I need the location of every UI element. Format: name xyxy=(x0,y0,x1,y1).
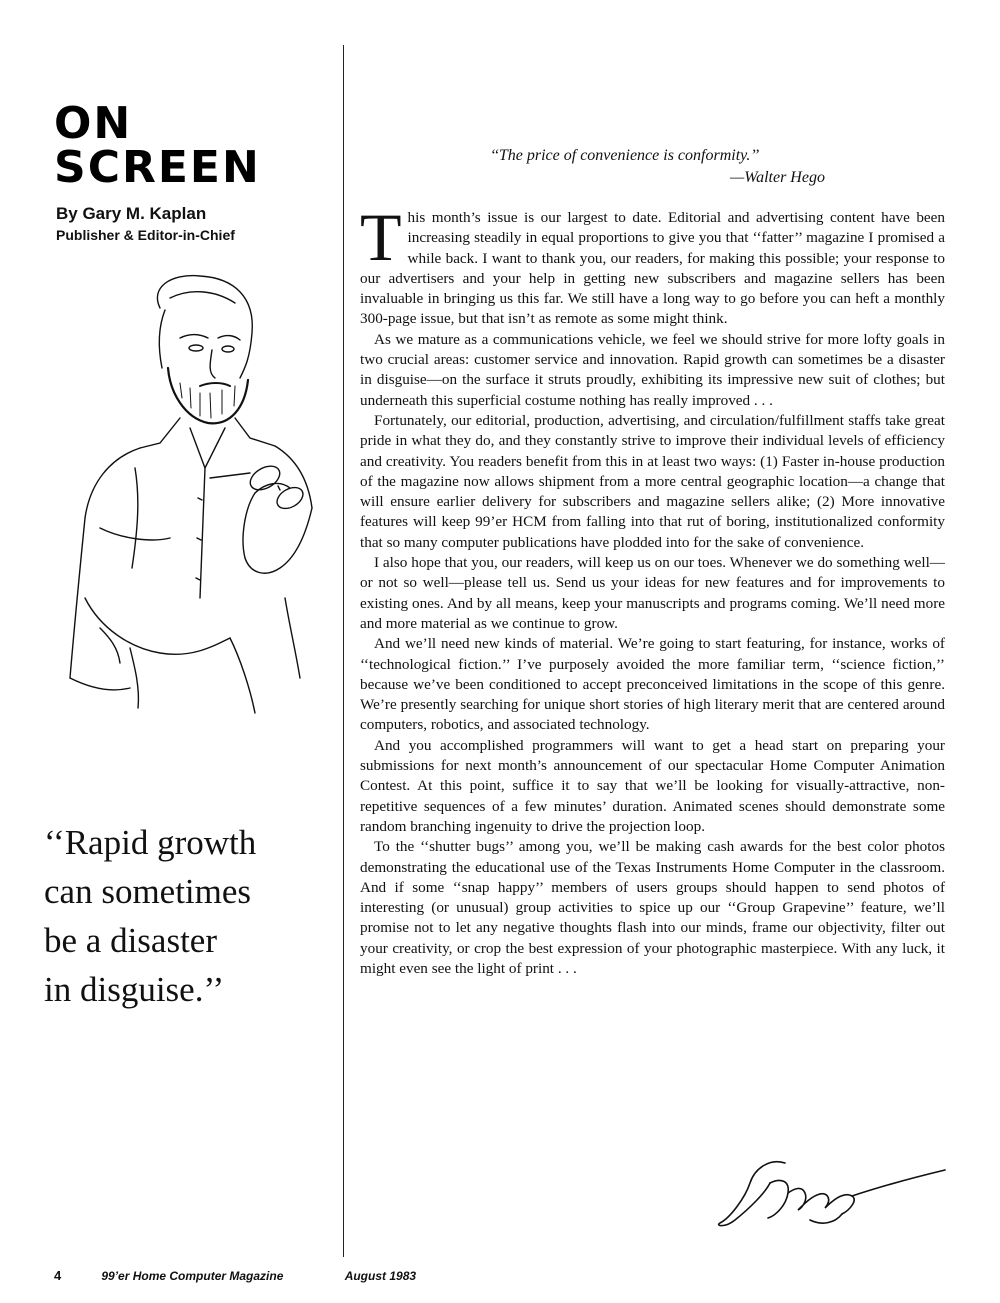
article-paragraph: Fortunately, our editorial, production, advertising, and circulation/fulfillment staffs take great pride in what they do, and they constantly strive to improve their individual levels of efficiency and creativity. You readers benefit from this in at least two ways: (1) Faster in-house production of the magazine now allows shipment from a more central geographic location—a change that will ensure earlier delivery for subscribers and magazine sellers alike; (2) More innovative features will keep 99’er HCM from falling into that rut of boring, institutionalized conformity that so many computer publications have plodded into for the sake of convenience. xyxy=(360,411,945,551)
article-paragraph: And you accomplished programmers will want to get a head start on preparing your submissions for next month’s announcement of our spectacular Home Computer Animation Contest. At this point, suffice it to say that we’ll be looking for visually-attractive, non-repetitive sequences of a few minutes’ duration. Animated scenes should demonstrate some random branching ingenuity to drive the projection loop. xyxy=(360,736,945,835)
article-paragraph xyxy=(360,199,945,330)
left-column xyxy=(0,0,340,1303)
title-line-2: SCREEN xyxy=(54,142,261,193)
title-line-1: ON xyxy=(54,98,133,149)
editor-portrait-sketch xyxy=(40,268,325,718)
handwritten-signature xyxy=(710,1148,950,1238)
drop-cap: T xyxy=(360,199,402,275)
author-role: Publisher & Editor-in-Chief xyxy=(56,227,235,243)
magazine-name: 99’er Home Computer Magazine xyxy=(101,1269,284,1283)
issue-date: August 1983 xyxy=(344,1269,417,1283)
article-paragraph: I also hope that you, our readers, will keep us on our toes. Whenever we do something well—or not so well—please tell us. Send us your ideas for new features and for improvements to existing ones. And by all means, keep your manuscripts and programs coming. We’ll need more and more material as we continue to grow. xyxy=(360,554,945,632)
pull-quote-line: ‘‘Rapid growth xyxy=(44,823,257,862)
epigraph xyxy=(360,145,960,189)
epigraph-quote: ‘‘The price of convenience is conformity.’’ xyxy=(490,147,760,164)
pull-quote-line: in disguise.’’ xyxy=(44,970,225,1009)
column-divider xyxy=(343,45,344,1257)
article-paragraph: As we mature as a communications vehicle, we feel we should strive for more lofty goals in two crucial areas: customer service and innovation. Rapid growth can sometimes be a disaster in disguise—on the surface it struts proudly, exhibiting its impressive new suit of clothes; but underneath this superficial costume nothing has really improved . . . xyxy=(360,330,945,409)
article-paragraph: To the ‘‘shutter bugs’’ among you, we’ll be making cash awards for the best color photos demonstrating the educational use of the Texas Instruments Home Computer in the classroom. And if some ‘‘snap happy’’ members of users groups should happen to send photos of interesting (or unusual) group activities to spice up our ‘‘Group Grapevine’’ feature, we’ll promise not to let any negative thoughts flash into our minds, frame our objectivity, filter out your creativity, or crop the best expression of your photographic masterpiece. With any luck, it might even see the light of print . . . xyxy=(360,838,945,977)
pull-quote-line: be a disaster xyxy=(44,921,217,960)
article-body xyxy=(360,199,945,979)
paragraph-text: his month’s issue is our largest to date. Editorial and advertising content have been increasing steadily in equal proportions to give you that ‘‘fatter’’ magazine I promised a while back. I want to thank you, our readers, for making this possible; your response to our advertisers and your help in getting new subscribers and magazine sellers has been invaluable in bringing us this far. We still have a long way to go before you can heft a monthly 300-page issue, but that isn’t as remote as some might think. xyxy=(360,209,945,328)
pull-quote xyxy=(44,818,334,1014)
page-title xyxy=(54,98,261,193)
page-footer xyxy=(54,1268,416,1283)
author-byline: By Gary M. Kaplan xyxy=(56,204,207,223)
epigraph-attribution: —Walter Hego xyxy=(730,169,825,186)
page-number: 4 xyxy=(54,1268,62,1283)
pull-quote-line: can sometimes xyxy=(44,872,252,911)
article-paragraph: And we’ll need new kinds of material. We’re going to start featuring, for instance, works of ‘‘technological fiction.’’ I’ve purposely avoided the more familiar term, ‘‘science fiction,’’ because we’ve been conditioned to accept preconceived limitations in the scope of this genre. We’re presently searching for unique short stories of high literary merit that are centered around computers, robotics, and associated technology. xyxy=(360,635,945,734)
